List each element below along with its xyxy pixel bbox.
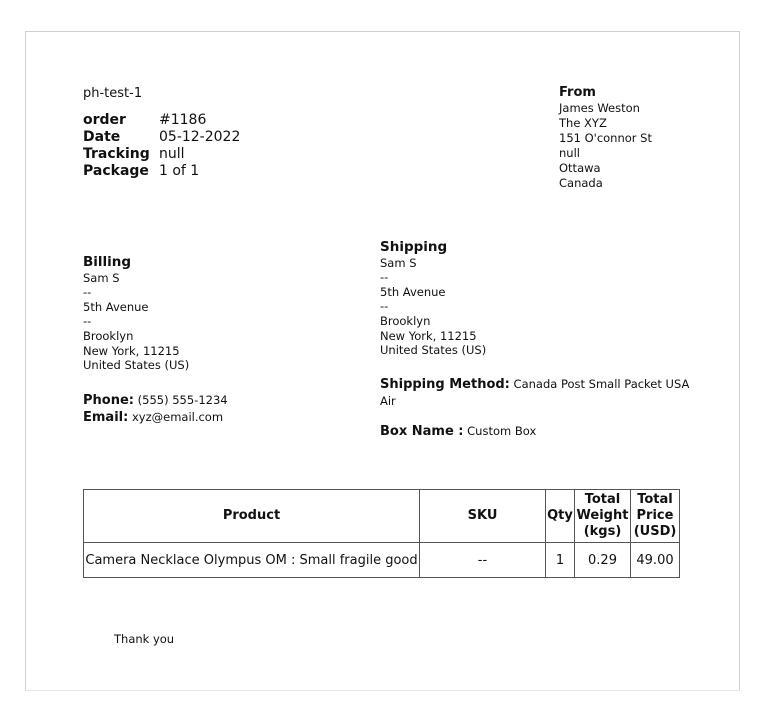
thank-you-note: Thank you — [114, 632, 175, 646]
weight-cell: 0.29 — [575, 543, 631, 578]
order-value: #1186 — [159, 112, 207, 128]
qty-column-header: Qty — [546, 490, 575, 543]
shipping-method-value: Canada Post Small Packet USA Air — [380, 377, 690, 408]
from-heading: From — [559, 85, 596, 100]
from-line: Canada — [559, 176, 603, 190]
shipping-line: United States (US) — [380, 343, 487, 358]
billing-line: -- — [83, 314, 92, 329]
email-label: Email: — [83, 410, 129, 425]
package-label: Package — [83, 163, 149, 179]
billing-line: Brooklyn — [83, 328, 134, 343]
phone-label: Phone: — [83, 393, 134, 408]
date-row — [83, 129, 240, 146]
page-bottom-divider — [25, 690, 740, 691]
from-line: The XYZ — [559, 116, 607, 130]
order-number-row — [83, 112, 240, 129]
date-label: Date — [83, 129, 121, 145]
price-cell: 49.00 — [631, 543, 680, 578]
box-name-value: Custom Box — [467, 424, 537, 438]
order-label: order — [83, 112, 126, 128]
order-meta — [83, 112, 240, 180]
shipping-line: -- — [380, 270, 389, 285]
package-row — [83, 163, 240, 180]
shipping-address — [380, 240, 486, 358]
product-column-header: Product — [84, 490, 420, 543]
box-name-label: Box Name : — [380, 424, 464, 439]
sku-cell: -- — [420, 543, 546, 578]
phone-value: (555) 555-1234 — [137, 393, 228, 407]
box-name — [380, 424, 536, 439]
email-value: xyz@email.com — [131, 410, 224, 424]
billing-line: New York, 11215 — [83, 343, 180, 358]
shipping-line: 5th Avenue — [380, 284, 446, 299]
from-line: 151 O'connor St — [559, 131, 652, 145]
table-row — [84, 543, 680, 578]
billing-line: -- — [83, 285, 92, 300]
qty-cell: 1 — [546, 543, 575, 578]
product-cell: Camera Necklace Olympus OM : Small fragile good — [84, 543, 420, 578]
billing-contact — [83, 392, 228, 426]
shipping-method — [380, 376, 700, 409]
billing-address — [83, 255, 189, 373]
sku-column-header: SKU — [420, 490, 546, 543]
weight-column-header: Total Weight (kgs) — [575, 490, 631, 543]
billing-heading: Billing — [83, 254, 132, 270]
price-column-header: Total Price (USD) — [631, 490, 680, 543]
from-line: James Weston — [559, 101, 640, 115]
from-line: null — [559, 146, 580, 160]
shipping-line: -- — [380, 299, 389, 314]
from-address — [559, 85, 652, 191]
phone-row — [83, 392, 228, 409]
email-row — [83, 409, 228, 426]
tracking-label: Tracking — [83, 146, 150, 162]
tracking-row — [83, 146, 240, 163]
tracking-value: null — [159, 146, 185, 162]
store-name: ph-test-1 — [83, 86, 143, 101]
date-value: 05-12-2022 — [159, 129, 241, 145]
billing-line: 5th Avenue — [83, 299, 149, 314]
shipping-heading: Shipping — [380, 239, 448, 255]
from-line: Ottawa — [559, 161, 601, 175]
shipping-line: Brooklyn — [380, 313, 431, 328]
shipping-line: Sam S — [380, 255, 417, 270]
items-table — [83, 489, 680, 578]
table-header-row — [84, 490, 680, 543]
package-value: 1 of 1 — [159, 163, 200, 179]
shipping-line: New York, 11215 — [380, 328, 477, 343]
billing-line: United States (US) — [83, 358, 190, 373]
shipping-method-label: Shipping Method: — [380, 377, 510, 392]
billing-line: Sam S — [83, 270, 120, 285]
